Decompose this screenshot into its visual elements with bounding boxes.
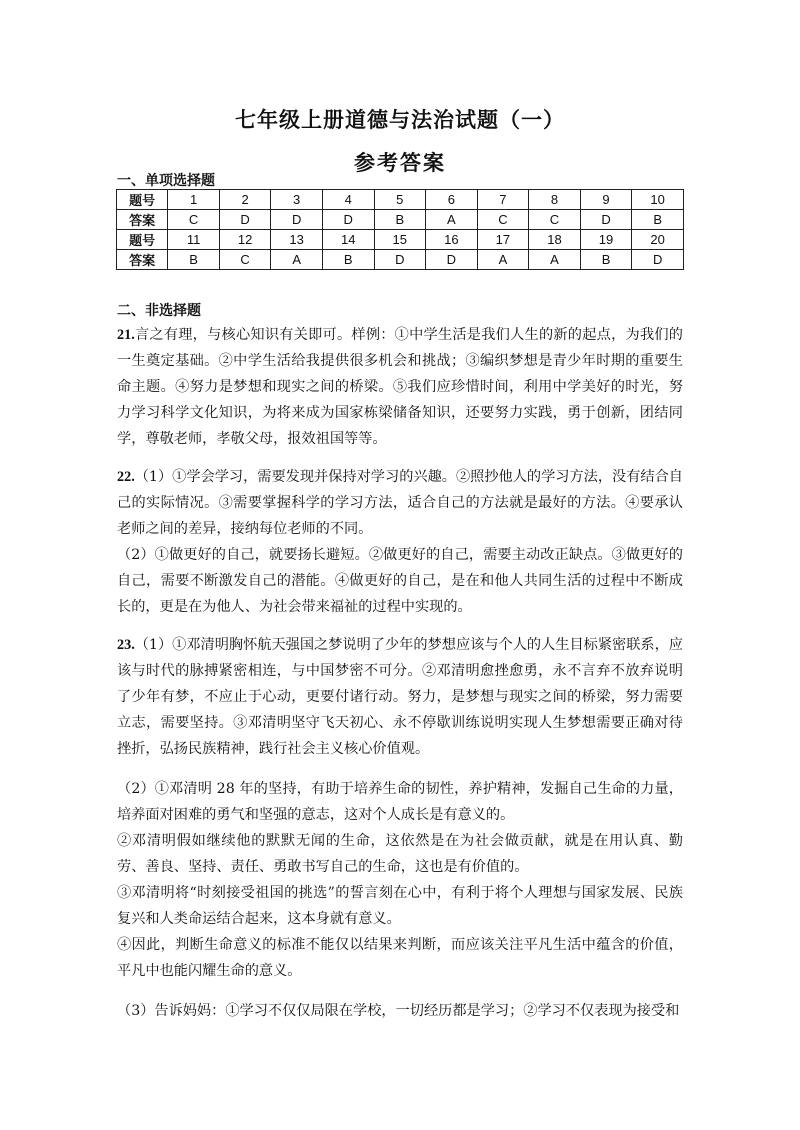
answer-cell: A [529, 250, 581, 270]
question-number: 14 [322, 230, 374, 250]
question-number: 6 [426, 190, 478, 210]
answer-cell: A [271, 250, 323, 270]
question-number: 13 [271, 230, 323, 250]
answer-cell: D [322, 210, 374, 230]
answer-22-part-2: （2）①做更好的自己，就要扬长避短。②做更好的自己，需要主动改正缺点。③做更好的自己，需要不断激发自己的潜能。④做更好的自己，是在和他人共同生活的过程中不断成长的，更是在为他人、为社会带来福祉的过程中实现的。 [117, 547, 683, 615]
answer-cell: B [374, 210, 426, 230]
answer-23-part-2 [117, 776, 683, 984]
answer-cell: B [580, 250, 632, 270]
answer-cell: D [580, 210, 632, 230]
answer-cell: B [632, 210, 684, 230]
section-heading-non-choice: 二、非选择题 [117, 303, 201, 319]
answer-cell: C [168, 210, 219, 230]
answer-23-part-1: （1）①邓清明胸怀航天强国之梦说明了少年的梦想应该与个人的人生目标紧密联系，应该与时代的脉搏紧密相连，与中国梦密不可分。②邓清明愈挫愈勇，永不言弃不放弃说明了少年有梦，不应止于心动，更要付诸行动。努力，是梦想与现实之间的桥梁，努力需要立志，需要坚持。③邓清明坚守飞天初心、永不停歇训练说明实现人生梦想需要正确对待挫折，弘扬民族精神，践行社会主义核心价值观。 [117, 637, 683, 757]
question-number: 17 [477, 230, 529, 250]
question-number: 2 [219, 190, 271, 210]
answer-cell: D [271, 210, 323, 230]
question-number: 7 [477, 190, 529, 210]
answer-cell: B [322, 250, 374, 270]
question-number: 16 [426, 230, 478, 250]
question-number: 11 [168, 230, 219, 250]
answer-cell: D [374, 250, 426, 270]
question-number: 15 [374, 230, 426, 250]
answer-cell: A [426, 210, 478, 230]
question-number: 8 [529, 190, 581, 210]
answer-cell: D [632, 250, 684, 270]
answer-cell: B [168, 250, 219, 270]
answer-23-part-2-point-1: （2）①邓清明 28 年的坚持，有助于培养生命的韧性，养护精神，发掘自己生命的力量，培养面对困难的勇气和坚强的意志，这对个人成长是有意义的。 [117, 781, 683, 823]
answer-22-part-1: （1）①学会学习，需要发现并保持对学习的兴趣。②照抄他人的学习方法，没有结合自己的实际情况。③需要掌握科学的学习方法，适合自己的方法就是最好的方法。④要承认老师之间的差异，接纳每位老师的不同。 [117, 469, 683, 537]
table-row [117, 250, 684, 270]
answer-cell: C [529, 210, 581, 230]
question-number: 5 [374, 190, 426, 210]
answer-cell: C [219, 250, 271, 270]
answer-23-part-3-text: （3）告诉妈妈：①学习不仅仅局限在学校，一切经历都是学习；②学习不仅表现为接受和 [117, 1003, 680, 1019]
section-heading-multiple-choice: 一、单项选择题 [117, 173, 215, 189]
question-number: 10 [632, 190, 684, 210]
table-row [117, 230, 684, 250]
answer-table [116, 189, 684, 270]
question-number-22: 22. [117, 469, 135, 485]
answer-cell: D [426, 250, 478, 270]
table-row [117, 210, 684, 230]
question-number: 4 [322, 190, 374, 210]
answer-cell: C [477, 210, 529, 230]
page-title: 七年级上册道德与法治试题（一） [235, 108, 565, 132]
answer-21 [117, 322, 683, 452]
answer-22 [117, 464, 683, 620]
row-label-answer: 答案 [117, 210, 168, 230]
answer-23-part-2-point-4: ④因此，判断生命意义的标准不能仅以结果来判断，而应该关注平凡生活中蕴含的价值，平凡中也能闪耀生命的意义。 [117, 937, 683, 979]
question-number: 19 [580, 230, 632, 250]
page-subtitle: 参考答案 [354, 151, 446, 175]
answer-23-part-2-point-3: ③邓清明将“时刻接受祖国的挑选”的誓言刻在心中，有利于将个人理想与国家发展、民族复兴和人类命运结合起来，这本身就有意义。 [117, 885, 683, 927]
question-number: 3 [271, 190, 323, 210]
answer-23 [117, 632, 683, 762]
question-number-21: 21. [117, 327, 135, 343]
answer-23-part-3 [117, 998, 683, 1024]
answer-cell: A [477, 250, 529, 270]
question-number: 9 [580, 190, 632, 210]
answer-21-text: 言之有理，与核心知识有关即可。样例：①中学生活是我们人生的新的起点，为我们的一生奠定基础。②中学生活给我提供很多机会和挑战；③编织梦想是青少年时期的重要生命主题。④努力是梦想和现实之间的桥梁。⑤我们应珍惜时间，利用中学美好的时光，努力学习科学文化知识，为将来成为国家栋梁储备知识，还要努力实践，勇于创新，团结同学，尊敬老师，孝敬父母，报效祖国等等。 [117, 327, 683, 447]
row-label-answer: 答案 [117, 250, 168, 270]
answer-cell: D [219, 210, 271, 230]
table-row [117, 190, 684, 210]
answer-23-part-2-point-2: ②邓清明假如继续他的默默无闻的生命，这依然是在为社会做贡献，就是在用认真、勤劳、善良、坚持、责任、勇敢书写自己的生命，这也是有价值的。 [117, 833, 683, 875]
question-number: 20 [632, 230, 684, 250]
row-label-question: 题号 [117, 230, 168, 250]
question-number: 1 [168, 190, 219, 210]
question-number: 12 [219, 230, 271, 250]
question-number: 18 [529, 230, 581, 250]
question-number-23: 23. [117, 637, 135, 653]
row-label-question: 题号 [117, 190, 168, 210]
